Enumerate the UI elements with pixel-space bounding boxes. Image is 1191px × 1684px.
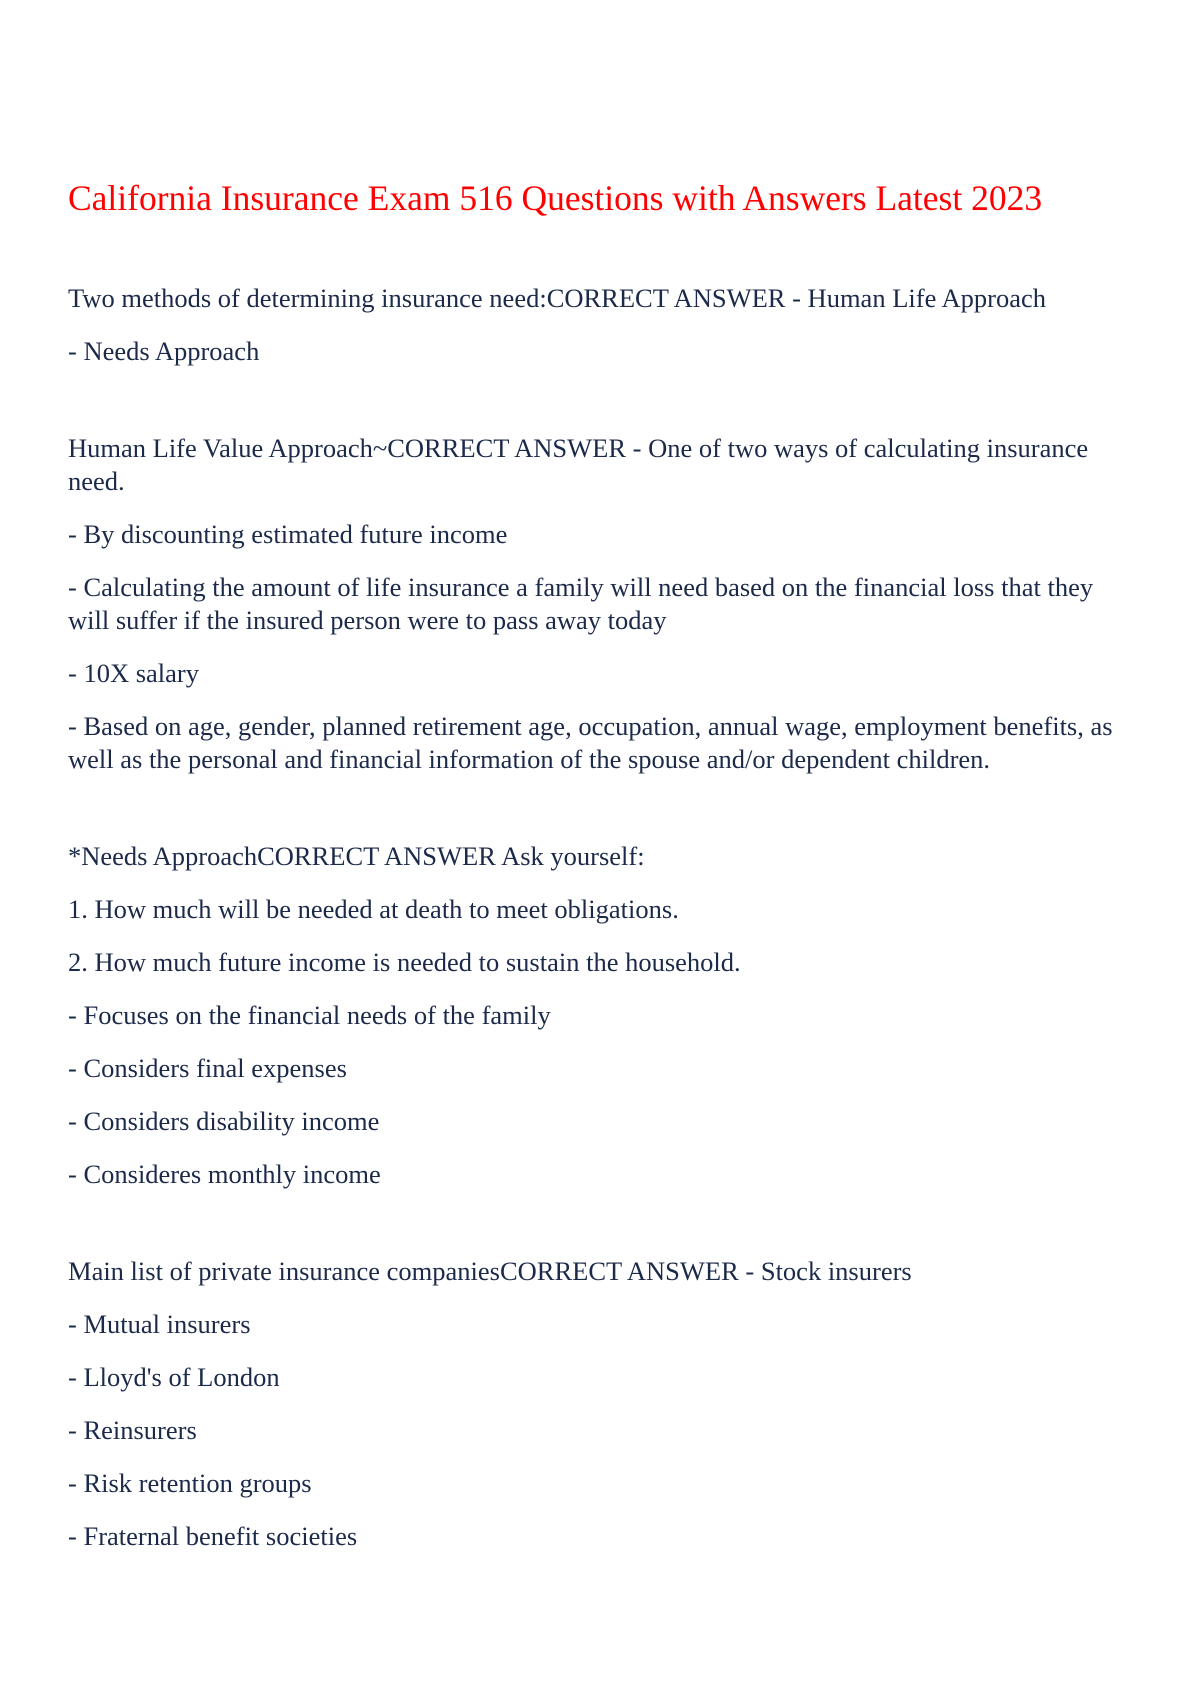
answer-line: - By discounting estimated future income: [68, 519, 508, 549]
answer-line: 2. How much future income is needed to sustain the household.: [68, 947, 741, 977]
question-line: Human Life Value Approach~CORRECT ANSWER - One of two ways of calculating insurance need.: [68, 433, 1089, 496]
answer-line: - Risk retention groups: [68, 1468, 312, 1498]
answer-line: - Lloyd's of London: [68, 1362, 280, 1392]
answer-line: - Mutual insurers: [68, 1309, 251, 1339]
document-title: California Insurance Exam 516 Questions with Answers Latest 2023: [68, 178, 1043, 218]
qa-section: [68, 840, 1128, 1191]
answer-line: - 10X salary: [68, 658, 199, 688]
question-line: Two methods of determining insurance need:CORRECT ANSWER - Human Life Approach: [68, 283, 1046, 313]
answer-line: - Considers disability income: [68, 1106, 380, 1136]
document-body: [68, 282, 1128, 1553]
question-line: *Needs ApproachCORRECT ANSWER Ask yourself:: [68, 841, 645, 871]
qa-section: [68, 282, 1128, 368]
answer-line: - Calculating the amount of life insurance a family will need based on the financial loss that they will suffer if the insured person were to pass away today: [68, 572, 1094, 635]
question-line: Main list of private insurance companiesCORRECT ANSWER - Stock insurers: [68, 1256, 912, 1286]
answer-line: - Consideres monthly income: [68, 1159, 381, 1189]
answer-line: - Based on age, gender, planned retirement age, occupation, annual wage, employment benefits, as well as the personal and financial information of the spouse and/or dependent children.: [68, 711, 1113, 774]
answer-line: - Fraternal benefit societies: [68, 1521, 358, 1551]
answer-line: - Reinsurers: [68, 1415, 197, 1445]
answer-line: - Focuses on the financial needs of the family: [68, 1000, 551, 1030]
answer-line: - Needs Approach: [68, 336, 260, 366]
answer-line: - Considers final expenses: [68, 1053, 347, 1083]
qa-section: [68, 1255, 1128, 1553]
qa-section: [68, 432, 1128, 776]
answer-line: 1. How much will be needed at death to meet obligations.: [68, 894, 679, 924]
